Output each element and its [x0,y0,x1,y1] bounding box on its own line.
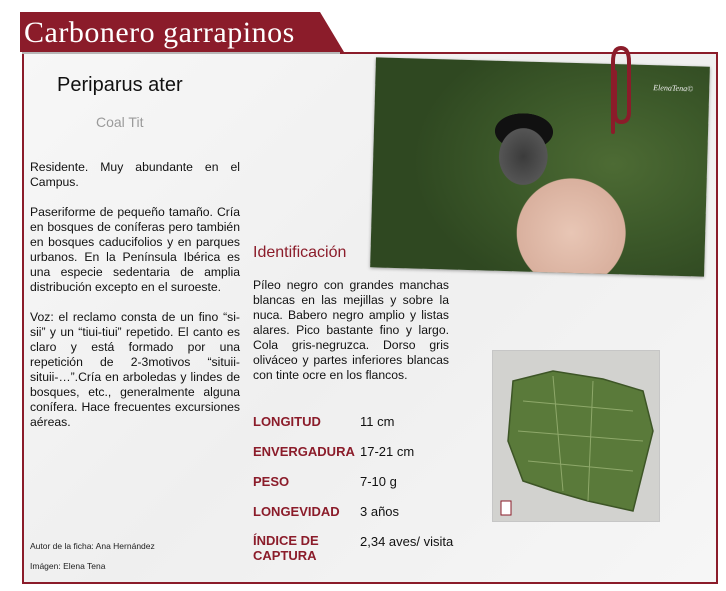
author-credit: Autor de la ficha: Ana Hernández [30,541,155,551]
species-title: Carbonero garrapinos [20,12,320,52]
stat-value-longevity: 3 años [360,504,400,519]
identification-text: Píleo negro con grandes manchas blancas en las mejillas y sobre la nuca. Babero negro amplio y listas alares. Pico bastante fino y largo. Cola gris-negruzca. Dorso gris oliváceo y partes inferiores blancas con tinte ocre en los flancos. [253,278,449,382]
stat-label-weight: PESO [253,474,290,489]
photo-credit: ElenaTena© [653,83,694,94]
paperclip-icon [593,42,633,137]
stat-value-wingspan: 17-21 cm [360,444,415,459]
stat-label-length: LONGITUD [253,414,321,429]
common-name: Coal Tit [96,114,144,130]
stat-value-length: 11 cm [360,414,395,429]
description-paragraph-3: Voz: el reclamo consta de un fino “si-sii” y un “tiui-tiui” repetido. El canto es claro y está formado por una repetición de 2-3motivos “situii-situii-…”.Cría en arboledas y lindes de bosques, etc., generalmente alguna conífera. Hace frecuentes excursiones aéreas. [30,310,240,429]
scientific-name: Periparus ater [57,74,183,96]
description [30,160,240,445]
description-paragraph-1: Residente. Muy abundante en el Campus. [30,160,240,189]
identification-heading: Identificación [253,244,347,261]
stat-label-wingspan: ENVERGADURA [253,444,355,459]
stat-label-capture-index: ÍNDICE DE CAPTURA [253,533,319,563]
description-paragraph-2: Paseriforme de pequeño tamaño. Cría en bosques de coníferas pero también en bosques caducifolios y en parques urbanos. En la Península Ibérica es una especie sedentaria de amplia distribución excepto en el suroeste. [30,205,240,294]
stat-label-longevity: LONGEVIDAD [253,504,340,519]
bird-photo [370,57,710,276]
stat-value-capture-index: 2,34 aves/ visita [360,534,454,549]
image-credit: Imágen: Elena Tena [30,561,106,571]
stat-value-weight: 7-10 g [360,474,397,489]
campus-map [492,350,660,522]
